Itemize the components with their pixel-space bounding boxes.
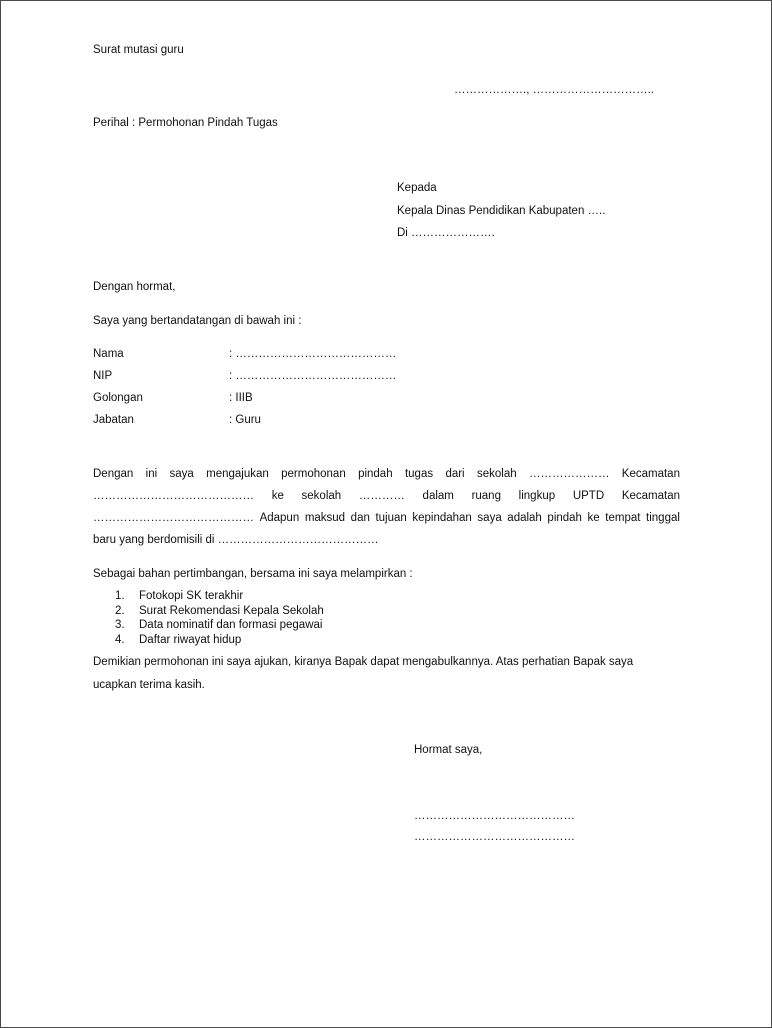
paragraph-word: ……………………………………	[93, 512, 254, 524]
paragraph-word: ruang	[471, 490, 501, 502]
paragraph-word: pindah	[547, 512, 582, 524]
paragraph-word: dari	[445, 468, 465, 480]
paragraph-word: sekolah	[476, 468, 517, 480]
signature-id-line: ……………………………………	[414, 831, 575, 843]
paragraph-word: sekolah	[301, 490, 342, 502]
list-item-number: 1.	[115, 590, 125, 602]
list-item-text: Daftar riwayat hidup	[139, 633, 242, 646]
field-label-nama: Nama	[93, 348, 124, 360]
paragraph-word: Kecamatan	[621, 490, 680, 502]
field-label-nip: NIP	[93, 370, 113, 382]
greeting: Dengan hormat,	[93, 281, 176, 293]
paragraph-word: ke	[587, 512, 600, 524]
list-item	[115, 604, 324, 619]
list-item-number: 3.	[115, 619, 125, 631]
request-paragraph	[93, 467, 680, 555]
recipient-line-2: Kepala Dinas Pendidikan Kabupaten …..	[397, 205, 606, 217]
paragraph-word: tugas	[404, 468, 434, 480]
paragraph-word: pindah	[358, 468, 393, 480]
subject-line: Perihal : Permohonan Pindah Tugas	[93, 117, 278, 129]
paragraph-word: …………………	[528, 468, 610, 480]
paragraph-word: dalam	[422, 490, 454, 502]
closing-line-2: ucapkan terima kasih.	[93, 679, 205, 691]
list-item-text: Fotokopi SK terakhir	[139, 590, 244, 602]
date-line: ………………., …………………………..	[454, 84, 654, 96]
paragraph-line-3	[93, 511, 680, 533]
paragraph-word: Dengan	[93, 468, 134, 480]
field-value-jabatan: : Guru	[229, 414, 261, 426]
paragraph-line-2	[93, 489, 680, 511]
paragraph-line-1	[93, 467, 680, 489]
paragraph-word: mengajukan	[206, 468, 269, 480]
paragraph-word: Kecamatan	[621, 468, 680, 480]
list-item	[115, 633, 324, 648]
recipient-line-3: Di ………………….	[397, 227, 495, 239]
paragraph-word: saya	[169, 468, 194, 480]
paragraph-word: maksud	[304, 512, 346, 524]
attachments-heading: Sebagai bahan pertimbangan, bersama ini saya melampirkan :	[93, 568, 413, 580]
paragraph-word: adalah	[507, 512, 542, 524]
list-item	[115, 618, 324, 633]
document-title: Surat mutasi guru	[93, 44, 184, 56]
intro-sentence: Saya yang bertandatangan di bawah ini :	[93, 315, 302, 327]
paragraph-word: tujuan	[375, 512, 407, 524]
paragraph-word: …………	[358, 490, 405, 502]
recipient-line-1: Kepada	[397, 182, 437, 194]
field-value-golongan: : IIIB	[229, 392, 253, 404]
paragraph-word: tempat	[605, 512, 641, 524]
closing-salutation: Hormat saya,	[414, 744, 483, 756]
field-label-golongan: Golongan	[93, 392, 143, 404]
closing-line-1: Demikian permohonan ini saya ajukan, kiranya Bapak dapat mengabulkannya. Atas perhatian Bapak saya	[93, 656, 634, 668]
field-value-nama: : ……………………………………	[229, 348, 397, 360]
paragraph-word: dan	[350, 512, 370, 524]
field-label-jabatan: Jabatan	[93, 414, 134, 426]
field-value-nip: : ……………………………………	[229, 370, 397, 382]
paragraph-word: tinggal	[646, 512, 680, 524]
paragraph-line-4: baru yang berdomisili di ……………………………………	[93, 534, 379, 546]
list-item-number: 2.	[115, 604, 125, 617]
list-item-text: Surat Rekomendasi Kepala Sekolah	[139, 604, 324, 617]
list-item	[115, 589, 324, 604]
paragraph-word: Adapun	[259, 512, 300, 524]
paragraph-word: lingkup	[518, 490, 556, 502]
signature-name-line: ……………………………………	[414, 810, 575, 822]
paragraph-word: ini	[145, 468, 158, 480]
paragraph-word: kepindahan	[412, 512, 472, 524]
closing-paragraph	[93, 655, 680, 692]
paragraph-word: ke	[271, 490, 284, 502]
list-item-text: Data nominatif dan formasi pegawai	[139, 619, 323, 631]
paragraph-word: UPTD	[572, 490, 605, 502]
paragraph-word: permohonan	[281, 468, 346, 480]
list-item-number: 4.	[115, 633, 125, 646]
attachments-list	[115, 589, 324, 647]
paragraph-word: saya	[477, 512, 502, 524]
paragraph-word: ……………………………………	[93, 490, 254, 502]
